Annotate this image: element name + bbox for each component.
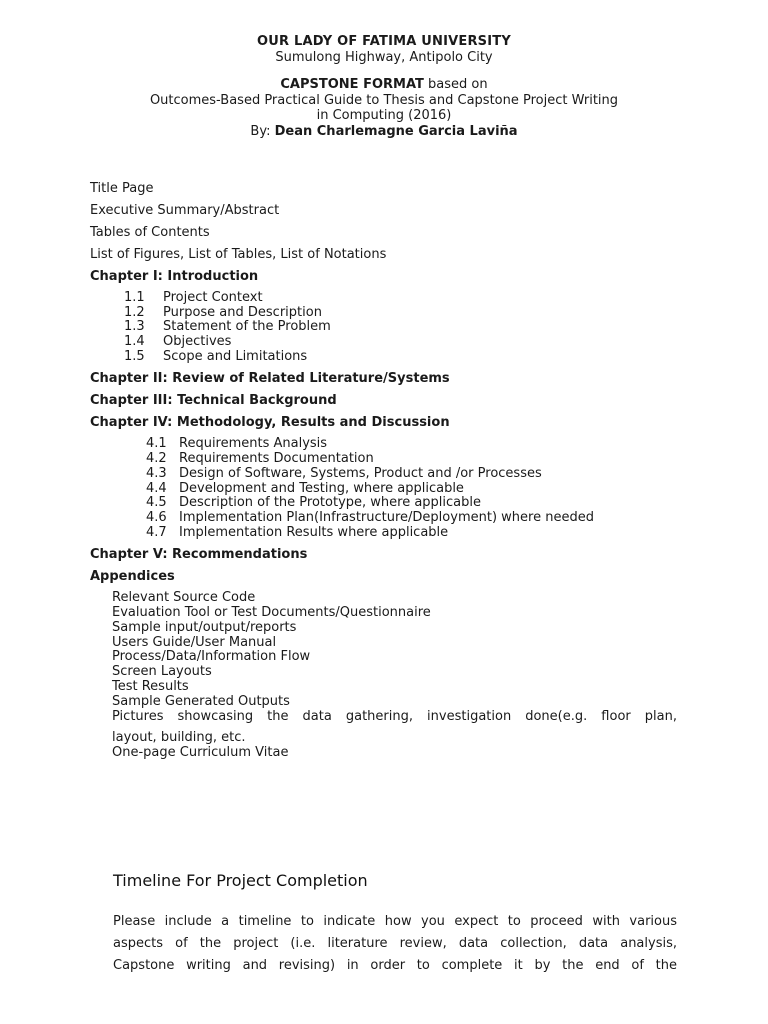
appendices-list <box>90 591 677 761</box>
appendices-heading: Appendices <box>90 569 175 585</box>
format-line <box>0 77 768 93</box>
paragraph-line: Capstone writing and revising) in order to complete it by the end of the <box>113 958 677 973</box>
guide-title-line1: Outcomes-Based Practical Guide to Thesis and Capstone Project Writing <box>149 92 619 108</box>
paragraph-line: Please include a timeline to indicate how you expect to proceed with various <box>113 914 677 929</box>
chapter-4-sections <box>90 437 690 540</box>
list-item: 4.2 Requirements Documentation <box>146 451 374 467</box>
table-of-contents <box>90 181 690 761</box>
toc-title-page: Title Page <box>90 181 154 196</box>
author-line <box>0 124 768 140</box>
list-item: 1.5 Scope and Limitations <box>124 348 308 364</box>
list-item: 4.4 Development and Testing, where applicable <box>146 480 464 496</box>
author-name: Dean Charlemagne Garcia Laviña <box>274 123 518 139</box>
list-item: 4.7 Implementation Results where applicable <box>146 524 449 540</box>
list-item: One-page Curriculum Vitae <box>112 745 289 761</box>
guide-title-line2: in Computing (2016) <box>316 108 452 123</box>
list-item-pictures-cont: layout, building, etc. <box>112 730 246 746</box>
format-suffix: based on <box>423 77 488 92</box>
list-item: 4.1 Requirements Analysis <box>146 436 328 452</box>
list-item: 1.2 Purpose and Description <box>124 304 322 320</box>
timeline-heading: Timeline For Project Completion <box>113 871 368 890</box>
list-item: Relevant Source Code <box>112 590 256 606</box>
chapter-1-heading: Chapter I: Introduction <box>90 269 259 284</box>
format-title: CAPSTONE FORMAT <box>280 77 424 92</box>
list-item: 1.4 Objectives <box>124 334 232 350</box>
list-item: Sample Generated Outputs <box>112 693 290 709</box>
by-label: By: <box>250 123 275 139</box>
list-item-pictures: Pictures showcasing the data gathering, investigation done(e.g. floor plan, <box>112 708 677 724</box>
list-item: Evaluation Tool or Test Documents/Questionnaire <box>112 605 431 621</box>
list-item: 4.3 Design of Software, Systems, Product and /or Processes <box>146 465 542 481</box>
chapter-4-heading: Chapter IV: Methodology, Results and Discussion <box>90 415 450 431</box>
toc-tables-of-contents: Tables of Contents <box>90 225 210 240</box>
document-header <box>0 34 768 139</box>
list-item: Process/Data/Information Flow <box>112 649 311 665</box>
list-item: Screen Layouts <box>112 664 212 680</box>
timeline-paragraph <box>113 911 677 977</box>
paragraph-line: aspects of the project (i.e. literature review, data collection, data analysis, <box>113 936 677 951</box>
university-address: Sumulong Highway, Antipolo City <box>275 49 493 65</box>
list-item: 4.5 Description of the Prototype, where applicable <box>146 495 482 511</box>
list-item: Test Results <box>112 679 189 695</box>
toc-list-of-figures: List of Figures, List of Tables, List of Notations <box>90 247 387 262</box>
chapter-1-sections <box>90 291 690 364</box>
chapter-3-heading: Chapter III: Technical Background <box>90 393 337 409</box>
list-item: 1.1 Project Context <box>124 290 263 305</box>
chapter-5-heading: Chapter V: Recommendations <box>90 547 308 563</box>
chapter-2-heading: Chapter II: Review of Related Literature/Systems <box>90 371 450 387</box>
list-item: 1.3 Statement of the Problem <box>124 319 331 335</box>
list-item: 4.6 Implementation Plan(Infrastructure/Deployment) where needed <box>146 509 594 525</box>
list-item: Users Guide/User Manual <box>112 634 277 650</box>
list-item: Sample input/output/reports <box>112 619 297 635</box>
toc-executive-summary: Executive Summary/Abstract <box>90 203 280 218</box>
university-name: OUR LADY OF FATIMA UNIVERSITY <box>257 34 511 49</box>
